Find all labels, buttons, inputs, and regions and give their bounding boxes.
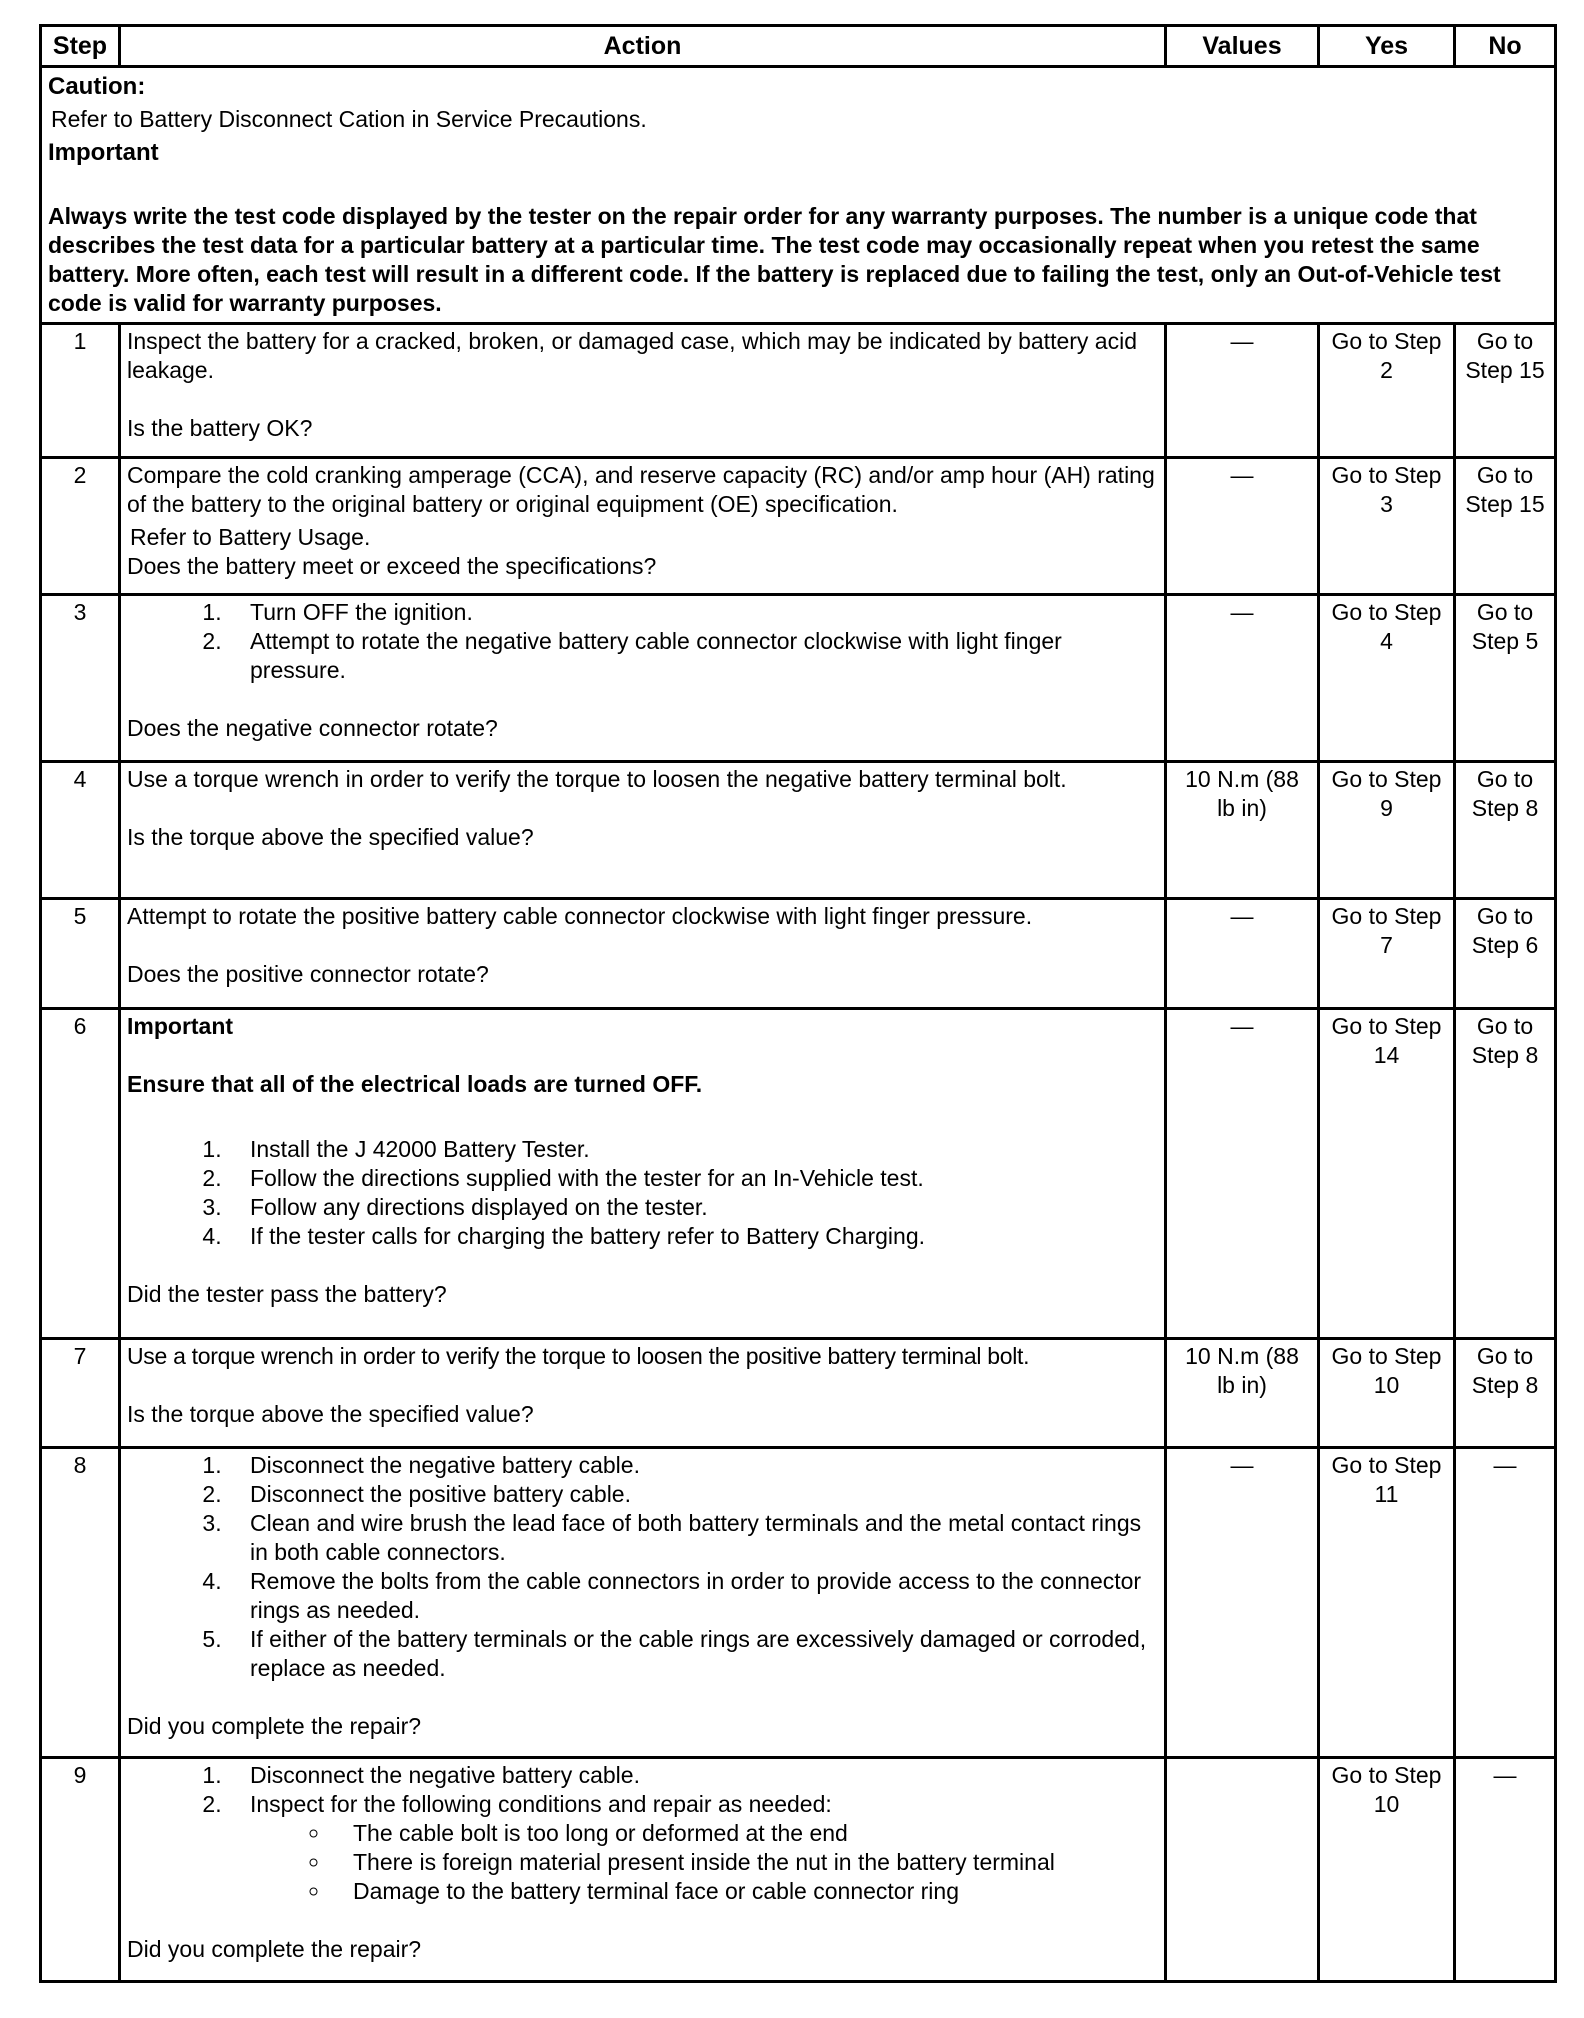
step-no: — (1455, 1448, 1556, 1758)
step-yes: Go to Step 7 (1319, 899, 1455, 1009)
step-no: Go to Step 8 (1455, 1009, 1556, 1339)
step-sublist (127, 1819, 1158, 1906)
step-value: 10 N.m (88 lb in) (1166, 762, 1319, 899)
step-question: Is the battery OK? (127, 415, 313, 441)
step-number: 2 (41, 458, 120, 595)
list-item: 4. If the tester calls for charging the battery refer to Battery Charging. (228, 1222, 1158, 1251)
caution-text: Refer to Battery Disconnect Cation in Service Precautions. (51, 106, 647, 132)
sub-list-item: ◦ There is foreign material present inside the nut in the battery terminal (331, 1848, 1158, 1877)
step-value: — (1166, 899, 1319, 1009)
step-yes: Go to Step 3 (1319, 458, 1455, 595)
table-row (41, 1009, 1556, 1339)
step-number: 3 (41, 595, 120, 762)
step-text: Inspect the battery for a cracked, broken, or damaged case, which may be indicated by battery acid leakage. (127, 328, 1137, 383)
step-question: Does the positive connector rotate? (127, 961, 489, 987)
step-value: — (1166, 324, 1319, 458)
table-row (41, 762, 1556, 899)
step-no: Go to Step 8 (1455, 1339, 1556, 1448)
step-number: 5 (41, 899, 120, 1009)
list-item-text: Inspect for the following conditions and repair as needed: (250, 1791, 832, 1817)
step-text: Use a torque wrench in order to verify the torque to loosen the negative battery terminal bolt. (127, 766, 1067, 792)
step-question: Did you complete the repair? (127, 1936, 422, 1962)
table-row (41, 458, 1556, 595)
step-action (120, 899, 1166, 1009)
list-item: 3. Clean and wire brush the lead face of both battery terminals and the metal contact rings in both cable connectors. (228, 1509, 1158, 1567)
caution-title: Caution: (48, 73, 146, 100)
header-row (41, 26, 1556, 67)
header-values: Values (1166, 26, 1319, 67)
table-row (41, 1758, 1556, 1982)
step-yes: Go to Step 4 (1319, 595, 1455, 762)
step-number: 7 (41, 1339, 120, 1448)
step-list (127, 1451, 1158, 1683)
table-row (41, 595, 1556, 762)
step-value: — (1166, 1009, 1319, 1339)
list-item: 2. Attempt to rotate the negative battery cable connector clockwise with light finger pressure. (228, 627, 1158, 685)
sub-list-item: ◦ Damage to the battery terminal face or cable connector ring (331, 1877, 1158, 1906)
sub-list-item: ◦ The cable bolt is too long or deformed at the end (331, 1819, 1158, 1848)
list-item: 3. Follow any directions displayed on the tester. (228, 1193, 1158, 1222)
step-no: Go to Step 15 (1455, 458, 1556, 595)
list-item: 2. Follow the directions supplied with the tester for an In-Vehicle test. (228, 1164, 1158, 1193)
step-value (1166, 1758, 1319, 1982)
list-item: 1. Disconnect the negative battery cable. (228, 1451, 1158, 1480)
step-no: Go to Step 8 (1455, 762, 1556, 899)
step-action (120, 595, 1166, 762)
list-item: 1. Turn OFF the ignition. (228, 598, 1158, 627)
step-yes: Go to Step 2 (1319, 324, 1455, 458)
header-action: Action (120, 26, 1166, 67)
step-question: Does the negative connector rotate? (127, 715, 498, 741)
caution-important-text: Always write the test code displayed by the tester on the repair order for any warranty purposes. The number is a unique code that describes the test data for a particular battery at a particular time. The test code may occasionally repeat when you retest the same battery. More often, each test will result in a different code. If the battery is replaced due to failing the test, only an Out-of-Vehicle test code is valid for warranty purposes. (48, 203, 1501, 316)
step-value: — (1166, 458, 1319, 595)
step-important-text: Ensure that all of the electrical loads are turned OFF. (127, 1071, 703, 1097)
step-yes: Go to Step 10 (1319, 1758, 1455, 1982)
list-item: 4. Remove the bolts from the cable connectors in order to provide access to the connector rings as needed. (228, 1567, 1158, 1625)
step-question: Does the battery meet or exceed the specifications? (127, 553, 657, 579)
step-no: Go to Step 6 (1455, 899, 1556, 1009)
step-action (120, 1339, 1166, 1448)
table-row (41, 899, 1556, 1009)
list-item (228, 1790, 1158, 1819)
diagnostic-table (39, 24, 1557, 1983)
step-value: 10 N.m (88 lb in) (1166, 1339, 1319, 1448)
step-yes: Go to Step 11 (1319, 1448, 1455, 1758)
step-number: 9 (41, 1758, 120, 1982)
list-item: 1. Disconnect the negative battery cable. (228, 1761, 1158, 1790)
step-action (120, 1448, 1166, 1758)
step-text: Compare the cold cranking amperage (CCA), and reserve capacity (RC) and/or amp hour (AH) rating of the battery to the original battery or original equipment (OE) specification. (127, 462, 1155, 517)
step-number: 8 (41, 1448, 120, 1758)
list-item: 5. If either of the battery terminals or the cable rings are excessively damaged or corroded, replace as needed. (228, 1625, 1158, 1683)
step-no: — (1455, 1758, 1556, 1982)
caution-row (41, 67, 1556, 324)
table-row (41, 1339, 1556, 1448)
step-action (120, 458, 1166, 595)
step-text: Use a torque wrench in order to verify the torque to loosen the positive battery terminal bolt. (127, 1343, 1030, 1369)
step-number: 6 (41, 1009, 120, 1339)
step-number: 4 (41, 762, 120, 899)
step-number: 1 (41, 324, 120, 458)
step-text: Attempt to rotate the positive battery cable connector clockwise with light finger pressure. (127, 903, 1033, 929)
step-list (127, 598, 1158, 685)
header-step: Step (41, 26, 120, 67)
header-yes: Yes (1319, 26, 1455, 67)
step-list (127, 1761, 1158, 1819)
step-reference: Refer to Battery Usage. (130, 524, 371, 550)
list-item: 2. Disconnect the positive battery cable. (228, 1480, 1158, 1509)
step-important-title: Important (127, 1013, 234, 1039)
step-action (120, 1758, 1166, 1982)
table-row (41, 1448, 1556, 1758)
step-question: Is the torque above the specified value? (127, 1401, 534, 1427)
step-question: Did the tester pass the battery? (127, 1281, 447, 1307)
step-action (120, 324, 1166, 458)
step-action (120, 1009, 1166, 1339)
step-yes: Go to Step 14 (1319, 1009, 1455, 1339)
table-row (41, 324, 1556, 458)
header-no: No (1455, 26, 1556, 67)
step-yes: Go to Step 10 (1319, 1339, 1455, 1448)
caution-important-title: Important (48, 139, 159, 166)
step-value: — (1166, 1448, 1319, 1758)
step-value: — (1166, 595, 1319, 762)
step-action (120, 762, 1166, 899)
step-yes: Go to Step 9 (1319, 762, 1455, 899)
step-list (127, 1135, 1158, 1251)
step-question: Is the torque above the specified value? (127, 824, 534, 850)
caution-block (41, 67, 1556, 324)
step-no: Go to Step 5 (1455, 595, 1556, 762)
step-question: Did you complete the repair? (127, 1713, 422, 1739)
list-item: 1. Install the J 42000 Battery Tester. (228, 1135, 1158, 1164)
step-no: Go to Step 15 (1455, 324, 1556, 458)
